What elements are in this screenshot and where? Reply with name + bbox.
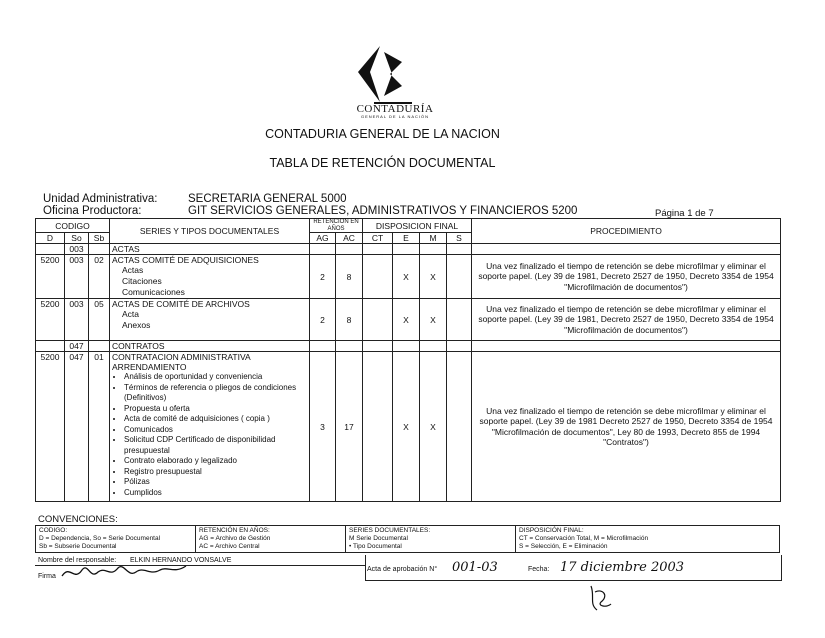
header-e: E xyxy=(393,233,420,244)
cell-sb: 01 xyxy=(89,352,110,502)
cell-ag xyxy=(310,341,336,352)
header-so: So xyxy=(65,233,89,244)
cell-d: 5200 xyxy=(36,255,65,299)
doc-title: TABLA DE RETENCIÓN DOCUMENTAL xyxy=(269,156,496,170)
cell-sb xyxy=(89,244,110,255)
series-name: ACTAS COMITÉ DE ADQUISICIONES xyxy=(112,255,259,265)
unit-label: Unidad Administrativa: xyxy=(43,193,158,205)
cell-so: 003 xyxy=(65,299,89,341)
cell-m xyxy=(420,341,447,352)
cell-e: X xyxy=(393,255,420,299)
header-sb: Sb xyxy=(89,233,110,244)
office-label: Oficina Productora: xyxy=(43,205,142,217)
conventions-retencion xyxy=(196,526,346,553)
cell-ct xyxy=(363,244,393,255)
cell-procedimiento xyxy=(472,341,781,352)
cell-so: 003 xyxy=(65,255,89,299)
subtype: Citaciones xyxy=(122,276,162,286)
cell-ac xyxy=(336,341,363,352)
subtype: Actas xyxy=(122,265,144,275)
cell-e xyxy=(393,244,420,255)
series-name: ACTAS DE COMITÉ DE ARCHIVOS xyxy=(112,299,250,309)
list-item: • Acta de comité de adquisiciones ( copia ) xyxy=(124,414,307,425)
cell-m: X xyxy=(420,255,447,299)
approval-label: Acta de aprobación N° xyxy=(367,566,438,573)
header-d: D xyxy=(36,233,65,244)
logo-name: CONTADURÍA xyxy=(356,103,434,115)
responsible-name: ELKIN HERNANDO VONSALVE xyxy=(130,557,232,564)
header-ct: CT xyxy=(363,233,393,244)
codigo-line: D = Dependencia, So = Serie Documental xyxy=(39,535,161,542)
cell-sb: 02 xyxy=(89,255,110,299)
cell-ac: 8 xyxy=(336,255,363,299)
cell-ac xyxy=(336,244,363,255)
cell-procedimiento: Una vez finalizado el tiempo de retención se debe microfilmar y eliminar el soporte papel. (Ley 39 de 1981, Decreto 2527 de 1950, Decreto 3354 de 1954 "Microfilmación de documentos") xyxy=(472,255,781,299)
page-number: Página 1 de 7 xyxy=(655,208,714,219)
header-retencion: RETENCION EN AÑOS xyxy=(310,219,363,233)
table-row xyxy=(36,299,781,341)
codigo-line: Sb = Subserie Documental xyxy=(39,543,117,550)
list-item: • Pólizas xyxy=(124,477,307,488)
cell-ct xyxy=(363,255,393,299)
codigo-title: CODIGO: xyxy=(39,527,68,534)
disposicion-line: S = Selección, E = Eliminación xyxy=(519,543,608,550)
list-item: • Cumplidos xyxy=(124,488,307,499)
date-label: Fecha: xyxy=(528,566,550,573)
cell-e: X xyxy=(393,352,420,502)
header-codigo: CODIGO xyxy=(36,219,110,233)
conventions-table xyxy=(35,525,780,553)
responsible-label: Nombre del responsable: xyxy=(38,557,117,564)
retencion-line: AC = Archivo Central xyxy=(199,543,260,550)
cell-ag: 3 xyxy=(310,352,336,502)
cell-ac: 17 xyxy=(336,352,363,502)
cell-sb: 05 xyxy=(89,299,110,341)
org-title: CONTADURIA GENERAL DE LA NACION xyxy=(265,127,500,141)
cell-s xyxy=(447,299,472,341)
cell-ag: 2 xyxy=(310,255,336,299)
list-item: • Registro presupuestal xyxy=(124,467,307,478)
unit-value: SECRETARIA GENERAL 5000 xyxy=(188,193,347,205)
conventions-title: CONVENCIONES: xyxy=(38,514,118,525)
table-row xyxy=(36,244,781,255)
subtype: Comunicaciones xyxy=(122,287,185,297)
document-types-list xyxy=(112,372,307,498)
cell-s xyxy=(447,255,472,299)
series-line: • Tipo Documental xyxy=(349,543,402,550)
list-item: • Comunicados xyxy=(124,425,307,436)
logo-subtitle: GENERAL DE LA NACIÓN xyxy=(360,114,430,119)
cell-procedimiento: Una vez finalizado el tiempo de retención se debe microfilmar y eliminar el soporte papel. (Ley 39 de 1981, Decreto 2527 de 1950, Decreto 3354 de 1954 "Microfilmación de documentos") xyxy=(472,299,781,341)
disposicion-title: DISPOSICIÓN FINAL: xyxy=(519,527,584,534)
subtype: Anexos xyxy=(122,320,151,330)
table-row xyxy=(36,255,781,299)
series-name: CONTRATACION ADMINISTRATIVA ARRENDAMIENTO xyxy=(112,352,251,372)
cell-so: 047 xyxy=(65,341,89,352)
approval-number: 001-03 xyxy=(452,560,498,575)
retencion-title: RETENCIÓN EN AÑOS: xyxy=(199,527,270,534)
list-item: • Términos de referencia o pliegos de condiciones (Definitivos) xyxy=(124,383,307,404)
retention-table xyxy=(35,218,781,502)
header-m: M xyxy=(420,233,447,244)
cell-sb xyxy=(89,341,110,352)
cell-ag: 2 xyxy=(310,299,336,341)
series-line: M Serie Documental xyxy=(349,535,408,542)
series-title: SERIES DOCUMENTALES: xyxy=(349,527,431,534)
conventions-series xyxy=(346,526,516,553)
cell-series xyxy=(110,352,310,502)
date-value: 17 diciembre 2003 xyxy=(560,560,685,575)
table-row xyxy=(36,341,781,352)
header-disposicion: DISPOSICION FINAL xyxy=(363,219,472,233)
disposicion-line: CT = Conservación Total, M = Microfilmación xyxy=(519,535,649,542)
cell-ct xyxy=(363,299,393,341)
cell-so: 047 xyxy=(65,352,89,502)
cell-m: X xyxy=(420,299,447,341)
cell-s xyxy=(447,244,472,255)
cell-procedimiento xyxy=(472,244,781,255)
signature-label: Firma xyxy=(38,573,56,580)
cell-e xyxy=(393,341,420,352)
cell-s xyxy=(447,341,472,352)
cell-series: ACTAS xyxy=(110,244,310,255)
conventions-disposicion xyxy=(516,526,780,553)
cell-m: X xyxy=(420,352,447,502)
header-ag: AG xyxy=(310,233,336,244)
cell-so: 003 xyxy=(65,244,89,255)
header-procedimiento: PROCEDIMIENTO xyxy=(472,219,781,244)
cell-ct xyxy=(363,341,393,352)
cell-e: X xyxy=(393,299,420,341)
cell-ct xyxy=(363,352,393,502)
cell-d xyxy=(36,341,65,352)
list-item: • Propuesta u oferta xyxy=(124,404,307,415)
cell-d xyxy=(36,244,65,255)
subtype: Acta xyxy=(122,309,140,319)
retencion-line: AG = Archivo de Gestión xyxy=(199,535,271,542)
office-value: GIT SERVICIOS GENERALES, ADMINISTRATIVOS Y FINANCIEROS 5200 xyxy=(188,205,578,217)
cell-ac: 8 xyxy=(336,299,363,341)
initials-mark xyxy=(585,582,615,614)
cell-d: 5200 xyxy=(36,352,65,502)
cell-series: CONTRATOS xyxy=(110,341,310,352)
cell-procedimiento: Una vez finalizado el tiempo de retención se debe microfilmar y eliminar el soporte papel. (Ley 39 de 1981 Decreto 2527 de 1950, Decreto 3354 de 1954 "Microfilmación de documentos", Ley 80 de 1993, Decreto 855 de 1994 "Contratos") xyxy=(472,352,781,502)
cell-s xyxy=(447,352,472,502)
cell-series xyxy=(110,255,310,299)
list-item: • Análisis de oportunidad y conveniencia xyxy=(124,372,307,383)
cell-m xyxy=(420,244,447,255)
header-ac: AC xyxy=(336,233,363,244)
cell-d: 5200 xyxy=(36,299,65,341)
signature xyxy=(60,560,190,584)
conventions-codigo xyxy=(36,526,196,553)
cell-ag xyxy=(310,244,336,255)
table-row xyxy=(36,352,781,502)
cell-series xyxy=(110,299,310,341)
list-item: • Solicitud CDP Certificado de disponibilidad presupuestal xyxy=(124,435,307,456)
header-s: S xyxy=(447,233,472,244)
list-item: • Contrato elaborado y legalizado xyxy=(124,456,307,467)
header-series: SERIES Y TIPOS DOCUMENTALES xyxy=(110,219,310,244)
